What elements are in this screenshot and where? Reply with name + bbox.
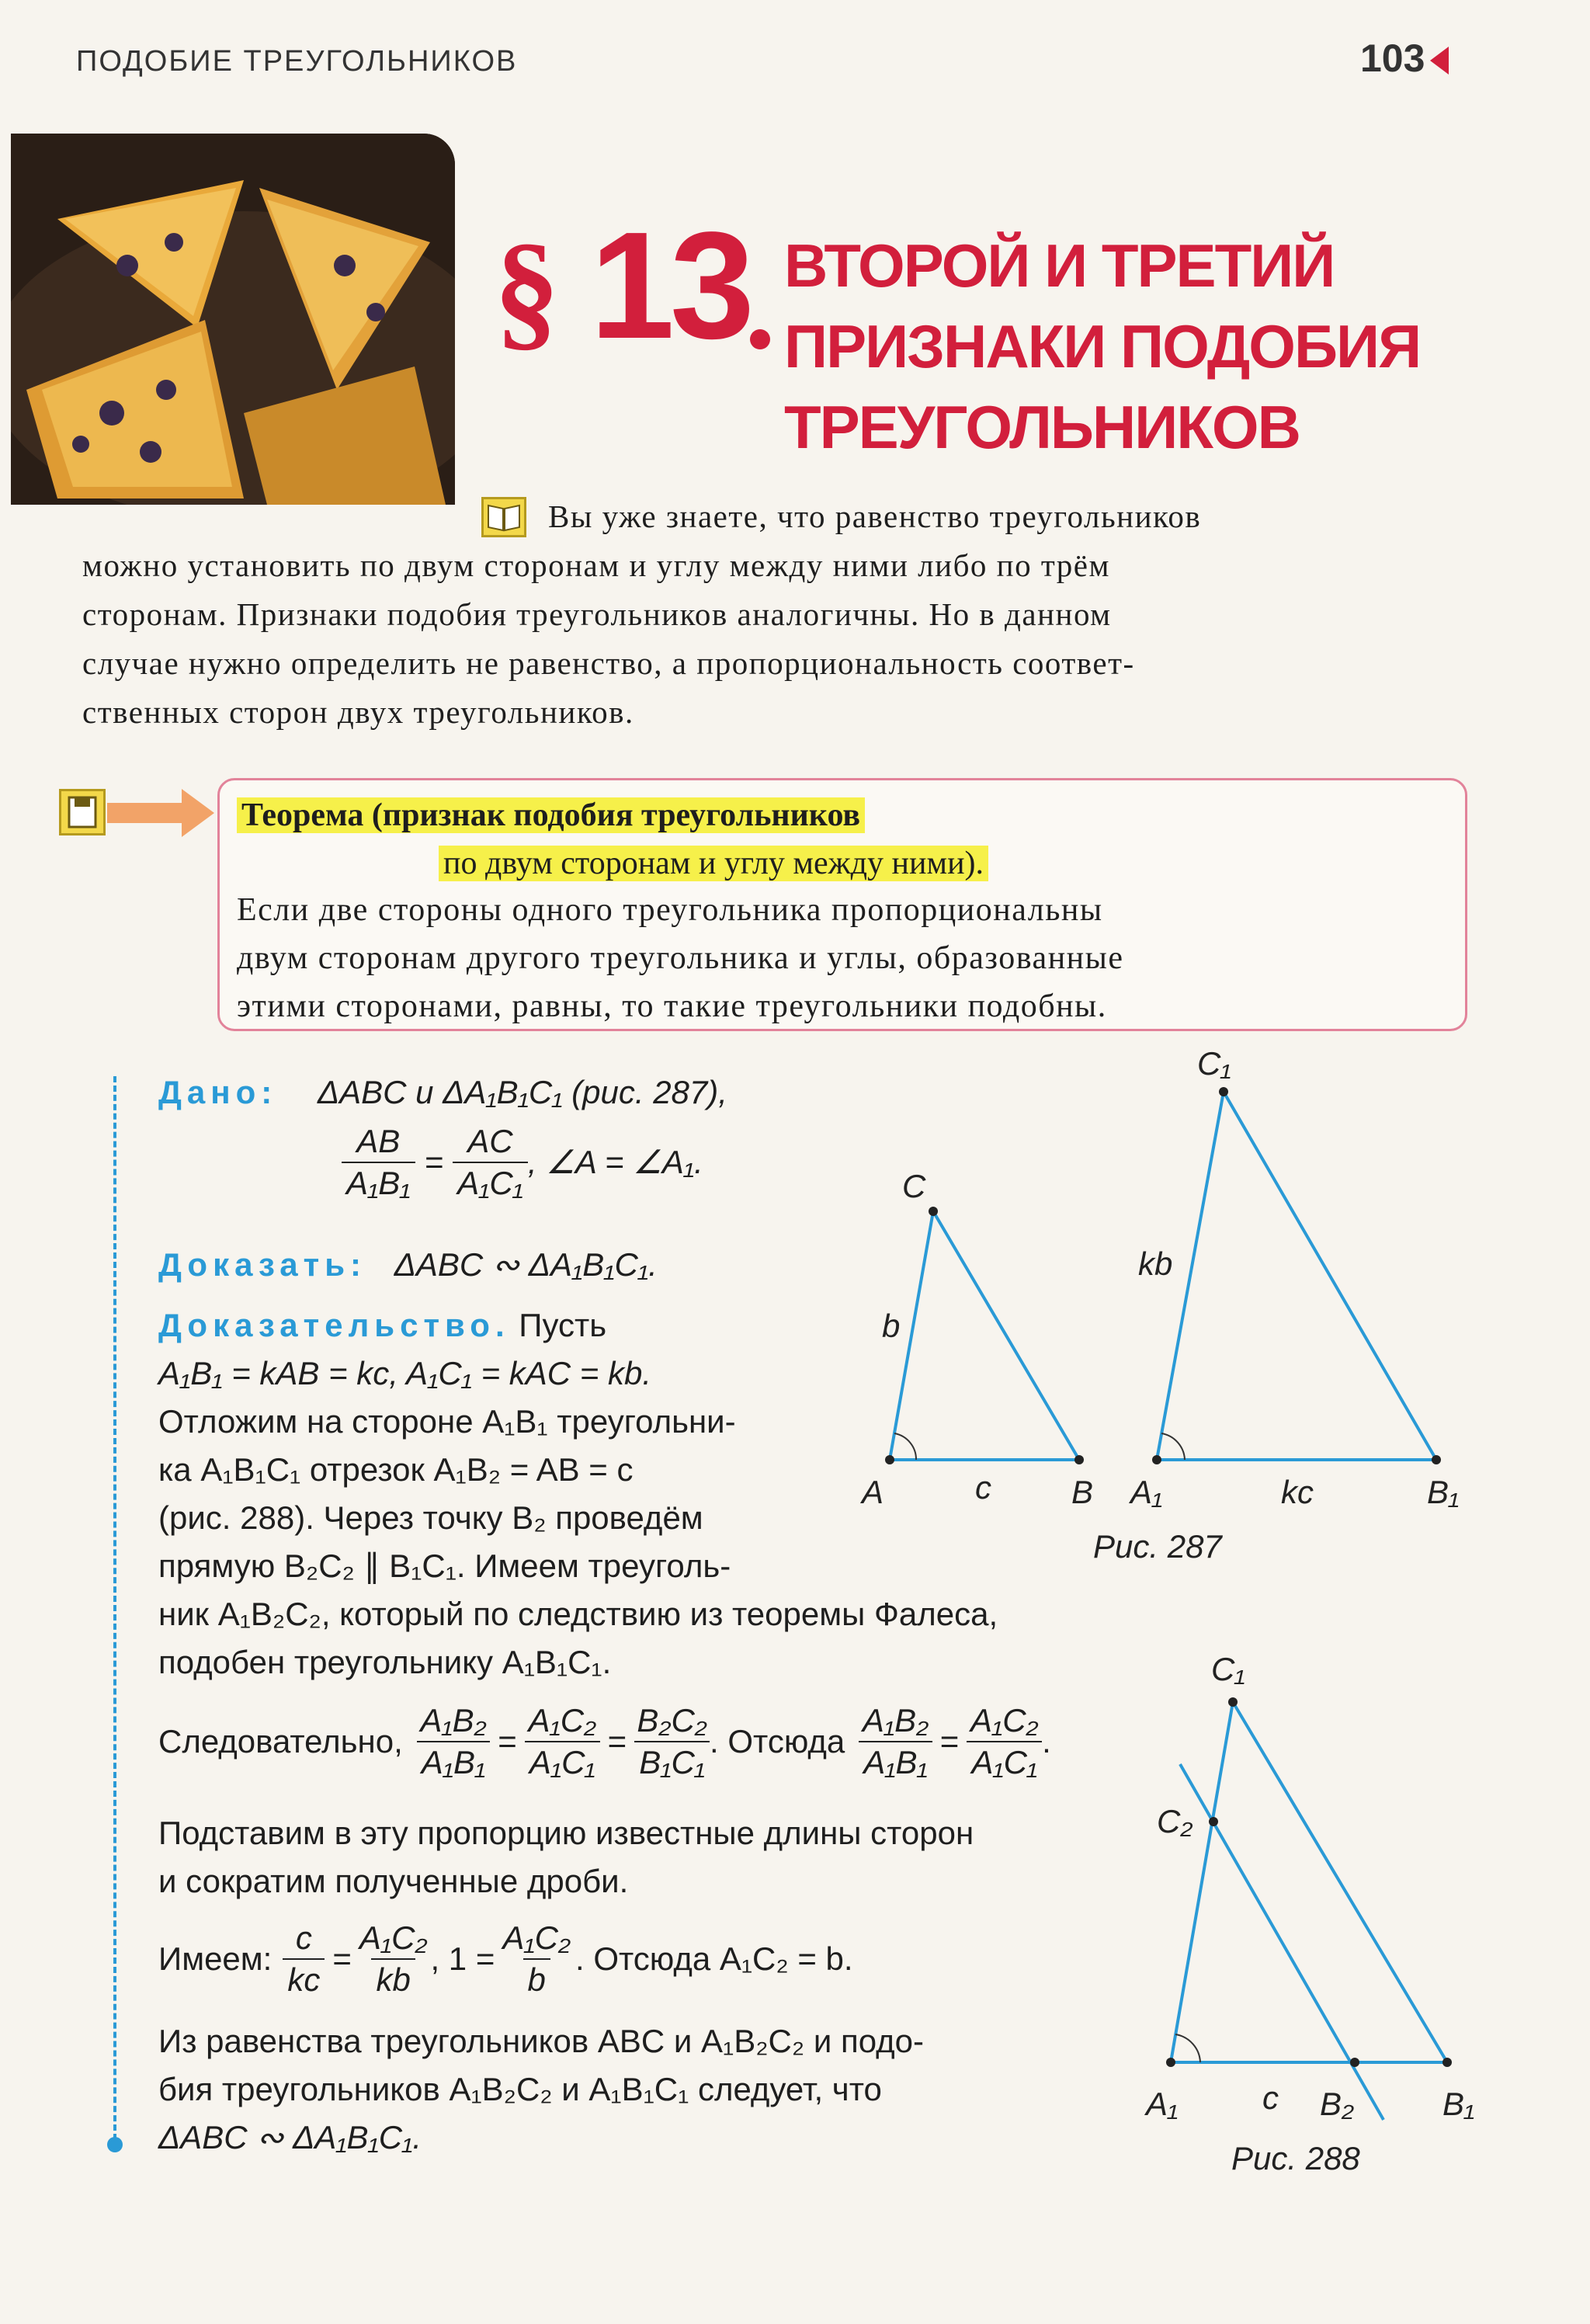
proof-line: подобен треугольнику A₁B₁C₁. — [158, 1644, 612, 1680]
frac-num: A₁C₂ — [502, 1919, 571, 1956]
given-ratio — [342, 1121, 703, 1204]
frac-num: A₁C₂ — [359, 1919, 428, 1956]
label-c1: C₁ — [1197, 1045, 1231, 1082]
intro-line: ственных сторон двух треугольников. — [82, 694, 634, 730]
theorem-heading-line2: по двум сторонам и углу между ними). — [439, 846, 988, 881]
given-tail: , ∠A = ∠A₁. — [527, 1144, 703, 1180]
proof-first-word: Пусть — [519, 1307, 607, 1343]
intro-paragraph — [82, 492, 1472, 737]
prove-block — [158, 1241, 658, 1289]
proof-line: A₁B₁ = kAB = kc, A₁C₁ = kAC = kb. — [158, 1355, 652, 1391]
frac-den: A₁B₁ — [859, 1741, 932, 1783]
label-c: C — [902, 1168, 926, 1204]
theorem-text — [237, 886, 1448, 1030]
triangle-a1b1c1 — [1157, 1092, 1436, 1460]
label-b1: B₁ — [1427, 1474, 1460, 1510]
proof-line: ка A₁B₁C₁ отрезок A₁B₂ = AB = c — [158, 1451, 634, 1488]
comma-one: , 1 = — [430, 1940, 495, 1977]
floppy-disk-icon — [59, 789, 106, 835]
prove-label: Доказать: — [158, 1246, 367, 1283]
substitute-text — [158, 1809, 1168, 1905]
proof-line: прямую B₂C₂ ∥ B₁C₁. Имеем треуголь- — [158, 1548, 731, 1584]
figure-288 — [1110, 1631, 1514, 2190]
frac-den: kb — [371, 1958, 415, 2000]
final-text — [158, 2017, 1051, 2162]
label-kc: kc — [1281, 1474, 1314, 1510]
frac-num: AB — [356, 1123, 401, 1159]
theorem-heading — [237, 791, 988, 888]
proof-line: ник A₁B₂C₂, который по следствию из теоремы Фалеса, — [158, 1596, 998, 1632]
frac-den: B₁C₁ — [634, 1741, 710, 1783]
label-b1: B₁ — [1442, 2086, 1475, 2122]
intro-line: сторонам. Признаки подобия треугольников аналогичны. Но в данном — [82, 596, 1112, 632]
label-a1: A₁ — [1130, 1474, 1163, 1510]
theorem-box — [217, 778, 1467, 1031]
section-title — [784, 225, 1420, 467]
figure-288-caption: Рис. 288 — [1231, 2140, 1360, 2176]
frac-num: AC — [467, 1123, 513, 1159]
proof-line: (рис. 288). Через точку B₂ проведём — [158, 1499, 703, 1536]
figure-287 — [846, 1033, 1498, 1592]
equals: = — [424, 1144, 444, 1180]
proof-end-dot — [107, 2137, 123, 2152]
angle-a1-arc — [1175, 2034, 1200, 2062]
proof-block — [158, 1301, 842, 1590]
period: . — [1042, 1723, 1051, 1760]
section-title-line: ТРЕУГОЛЬНИКОВ — [784, 393, 1300, 461]
given-label: Дано: — [158, 1074, 278, 1110]
section-number: 13 — [590, 200, 751, 370]
given-block — [158, 1068, 727, 1117]
intro-line: случае нужно определить не равенство, а пропорциональность соответ- — [82, 645, 1135, 681]
hence-word: . Отсюда — [710, 1723, 845, 1760]
angle-a1-arc — [1161, 1433, 1185, 1460]
frac-den: A₁C₁ — [525, 1741, 600, 1783]
therefore-word: Следовательно, — [158, 1723, 403, 1760]
label-c2: C₂ — [1157, 1803, 1193, 1839]
triangle-abc — [890, 1211, 1079, 1460]
proof-dashed-line — [113, 1076, 116, 2140]
proof-line: Отложим на стороне A₁B₁ треугольни- — [158, 1403, 736, 1440]
page-marker-icon — [1430, 47, 1449, 75]
frac-den: b — [523, 1958, 550, 2000]
page-number: 103 — [1360, 36, 1425, 80]
frac-num: A₁B₂ — [420, 1702, 487, 1739]
label-b: B — [1071, 1474, 1094, 1510]
pie-photo — [11, 134, 455, 505]
section-title-line: ПРИЗНАКИ ПОДОБИЯ — [784, 312, 1421, 380]
label-a1: A₁ — [1146, 2086, 1179, 2122]
frac-num: A₁C₂ — [970, 1702, 1039, 1739]
proof-line: ΔABC ∾ ΔA₁B₁C₁. — [158, 2119, 422, 2156]
angle-a-arc — [894, 1433, 916, 1460]
frac-num: c — [295, 1919, 312, 1956]
proportion-line: Следовательно, $\frac{\text{A₁B₂}}{\text{A₁B₁}}$ = $\frac{\text{A₁C₂}}{\text{A₁C₁}}$ = $\frac{\text{B₂C₂}}{\text{B₁C₁}}$ . Отсюда $\frac{\text{A₁B₂}}{\text{A₁B₁}}$ = $\frac{\text{A₁C₂}}{\text{A₁C₁}}$ . — [158, 1700, 1051, 1783]
label-c: c — [1262, 2079, 1279, 2116]
proof-line: Из равенства треугольников ABC и A₁B₂C₂ и подо- — [158, 2023, 924, 2059]
frac-den: A₁C₁ — [967, 1741, 1042, 1783]
frac-den: A₁B₁ — [417, 1741, 491, 1783]
prove-text: ΔABC ∾ ΔA₁B₁C₁. — [394, 1246, 658, 1283]
have-line: Имеем: $\frac{c}{kc}$ = $\frac{\text{A₁C₂}}{kb}$ , 1 = $\frac{\text{A₁C₂}}{b}$ . Отсюда A₁C₂ = b. — [158, 1918, 853, 2000]
label-c1: C₁ — [1211, 1651, 1245, 1687]
proof-line: и сократим полученные дроби. — [158, 1863, 629, 1899]
proof-continued — [158, 1590, 1168, 1687]
proof-label: Доказательство. — [158, 1307, 510, 1343]
triangle-a1b1c1 — [1171, 1702, 1447, 2062]
label-a: A — [862, 1474, 884, 1510]
frac-num: B₂C₂ — [637, 1702, 707, 1739]
frac-den: kc — [283, 1958, 325, 2000]
proof-line: Подставим в эту пропорцию известные длины сторон — [158, 1815, 974, 1851]
arrow-icon — [107, 786, 216, 840]
label-kb: kb — [1138, 1245, 1173, 1282]
frac-den: A₁B₁ — [342, 1162, 415, 1204]
label-side-c: c — [975, 1469, 991, 1506]
label-side-b: b — [882, 1308, 901, 1344]
given-line1: ΔABC и ΔA₁B₁C₁ (рис. 287), — [317, 1074, 727, 1110]
label-b2: B₂ — [1320, 2086, 1355, 2122]
theorem-line: двум сторонам другого треугольника и углы, образованные — [237, 940, 1124, 976]
frac-den: A₁C₁ — [453, 1162, 528, 1204]
running-header: ПОДОБИЕ ТРЕУГОЛЬНИКОВ — [76, 45, 518, 78]
section-title-line: ВТОРОЙ И ТРЕТИЙ — [784, 231, 1335, 300]
theorem-heading-line1: Теорема (признак подобия треугольников — [241, 797, 861, 833]
figure-287-caption: Рис. 287 — [1093, 1528, 1222, 1565]
have-tail: . Отсюда A₁C₂ = b. — [575, 1940, 853, 1977]
section-dot — [750, 329, 770, 349]
frac-num: A₁B₂ — [862, 1702, 929, 1739]
intro-line: можно установить по двум сторонам и углу между ними либо по трём — [82, 547, 1110, 583]
section-sign: § — [494, 217, 560, 363]
proof-line: бия треугольников A₁B₂C₂ и A₁B₁C₁ следует, что — [158, 2071, 882, 2107]
theorem-line: этими сторонами, равны, то такие треугольники подобны. — [237, 988, 1107, 1024]
have-word: Имеем: — [158, 1940, 273, 1977]
theorem-line: Если две стороны одного треугольника пропорциональны — [237, 892, 1103, 928]
frac-num: A₁C₂ — [528, 1702, 597, 1739]
intro-line: Вы уже знаете, что равенство треугольников — [548, 498, 1202, 534]
